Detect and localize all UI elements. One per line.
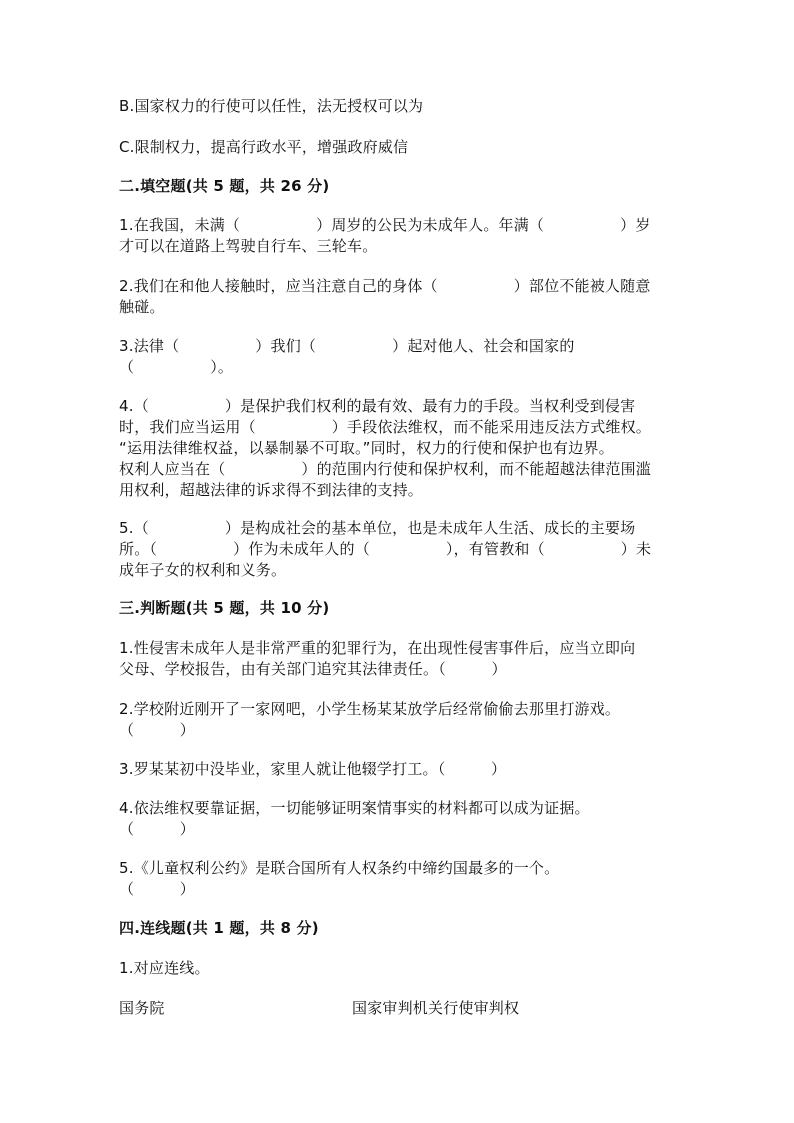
question-line: 时，我们应当运用（ ）手段依法维权，而不能采用违反法方式维权。 [119, 418, 652, 436]
question-line: 2.学校附近刚开了一家网吧，小学生杨某某放学后经常偷偷去那里打游戏。 [119, 700, 621, 718]
question-line: 成年子女的权利和义务。 [119, 561, 287, 579]
question-line: 才可以在道路上驾驶自行车、三轮车。 [119, 237, 378, 255]
question-line: 5.（ ）是构成社会的基本单位，也是未成年人生活、成长的主要场 [119, 519, 636, 537]
section-heading-true-false: 三.判断题(共 5 题，共 10 分) [119, 599, 330, 617]
question-line: 触碰。 [119, 298, 165, 316]
section-heading-matching: 四.连线题(共 1 题，共 8 分) [119, 919, 319, 937]
question-line: “运用法律维权益，以暴制暴不可取。”同时，权力的行使和保护也有边界。 [119, 439, 614, 457]
question-line: （ ）。 [119, 358, 234, 376]
section-heading-fill-blank: 二.填空题(共 5 题，共 26 分) [119, 177, 330, 195]
question-line: 1.对应连线。 [119, 959, 210, 977]
question-line: 5.《儿童权利公约》是联合国所有人权条约中缔约国最多的一个。 [119, 859, 560, 877]
question-line: 权利人应当在（ ）的范围内行使和保护权利，而不能超越法律范围滥 [119, 460, 652, 478]
question-line: 4.（ ）是保护我们权利的最有效、最有力的手段。当权利受到侵害 [119, 397, 636, 415]
option-c: C.限制权力，提高行政水平，增强政府威信 [119, 138, 409, 156]
question-line: 4.依法维权要靠证据，一切能够证明案情事实的材料都可以成为证据。 [119, 799, 590, 817]
question-line: 1.在我国，未满（ ）周岁的公民为未成年人。年满（ ）岁 [119, 216, 651, 234]
option-b: B.国家权力的行使可以任性，法无授权可以为 [119, 97, 424, 115]
answer-blank: （ ） [119, 820, 196, 838]
answer-blank: （ ） [119, 721, 196, 739]
question-line: 3.法律（ ）我们（ ）起对他人、社会和国家的 [119, 337, 575, 355]
question-line: 父母、学校报告，由有关部门追究其法律责任。（ ） [119, 660, 507, 678]
question-line: 3.罗某某初中没毕业，家里人就让他辍学打工。（ ） [119, 760, 507, 778]
match-left-item: 国务院 [119, 999, 165, 1017]
question-line: 2.我们在和他人接触时，应当注意自己的身体（ ）部位不能被人随意 [119, 277, 651, 295]
match-right-item: 国家审判机关行使审判权 [352, 999, 520, 1017]
question-line: 所。（ ）作为未成年人的（ ），有管教和（ ）未 [119, 540, 652, 558]
answer-blank: （ ） [119, 880, 196, 898]
question-line: 1.性侵害未成年人是非常严重的犯罪行为，在出现性侵害事件后，应当立即向 [119, 639, 636, 657]
question-line: 用权利，超越法律的诉求得不到法律的支持。 [119, 481, 424, 499]
